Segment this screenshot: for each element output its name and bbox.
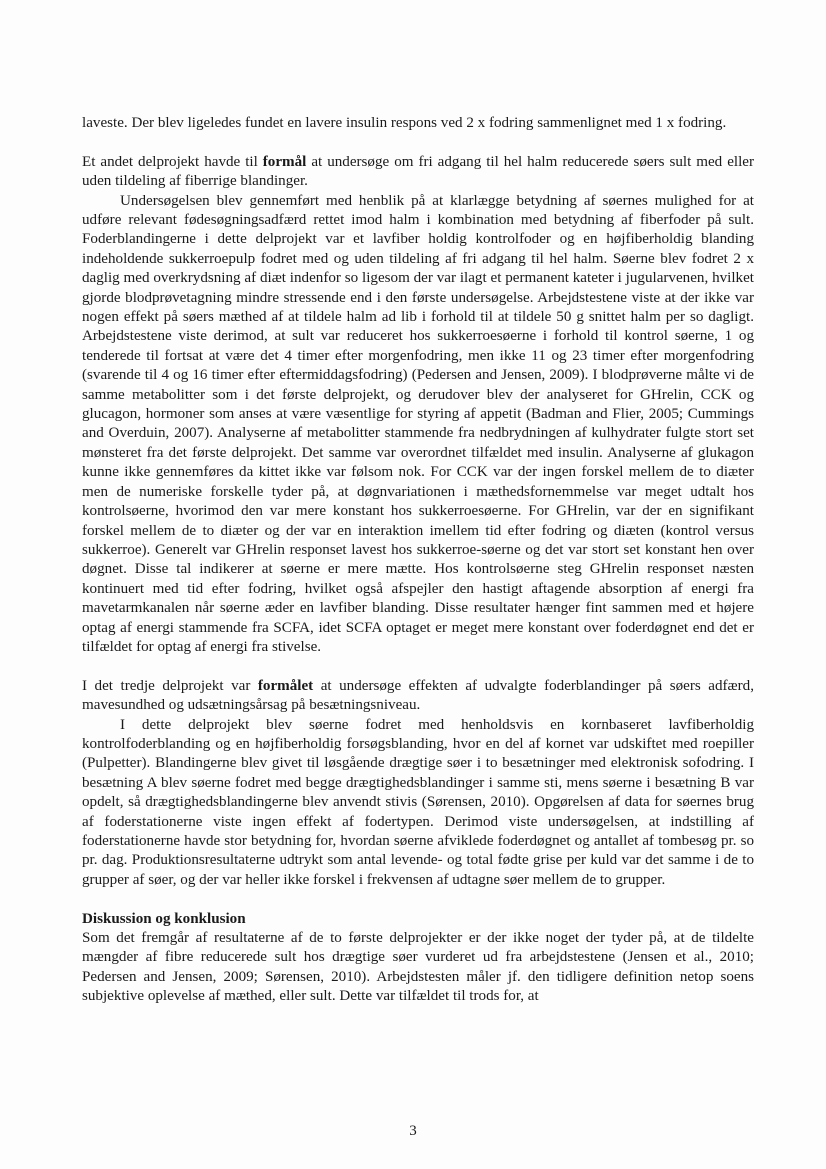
paragraph-second-subproject-aim xyxy=(82,153,754,192)
paragraph-gap xyxy=(82,890,754,909)
paragraph-second-subproject-results: Undersøgelsen blev gennemført med henblik på at klarlægge betydning af søernes mulighed for at udføre relevant fødesøgningsadfærd rettet imod halm i kombination med betydning af fiberfoder på sult. Foderblandingerne i dette delprojekt var et lavfiber holdig kontrolfoder og en højfiberholdig blanding indeholdende sukkerroepulp fodret med og uden tildeling af fri adgang til hel halm. Søerne blev fodret 2 x daglig med overkrydsning af diæt indenfor so ligesom der var ilagt et permanent kateter i jugularvenen, hvilket gjorde blodprøvetagning mindre stressende end i den første undersøgelse. Arbejdstestene viste at der ikke var nogen effekt på søers mæthed af at tildele halm ad lib i forhold til at tildele 50 g snittet halm per so dagligt. Arbejdstestene viste derimod, at sult var reduceret hos sukkerroesøerne i forhold til kontrol søerne, 1 og tenderede til fortsat at være det 4 timer efter morgenfodring, men ikke 11 og 23 timer efter morgenfodring (svarende til 4 og 16 timer efter eftermiddagsfodring) (Pedersen and Jensen, 2009). I blodprøverne målte vi de samme metabolitter som i det første delprojekt, og derudover blev der analyseret for GHrelin, CCK og glucagon, hormoner som anses at være væsentlige for styring af appetit (Badman and Flier, 2005; Cummings and Overduin, 2007). Analyserne af metabolitter stammende fra nedbrydningen af kulhydrater fulgte stort set mønsteret fra det første delprojekt. Det samme var overordnet tilfældet med insulin. Analyserne af glukagon kunne ikke gennemføres da kittet ikke var følsom nok. For CCK var der ingen forskel mellem de to diæter men de numeriske forskelle tyder på, at døgnvariationen i mæthedsfornemmelse var meget udtalt hos kontrolsøerne, hvorimod den var mere konstant hos sukkerroesøerne. For GHrelin, var der en signifikant forskel mellem de to diæter og der var en interaktion imellem tid efter fodring og diæten (kontrol versus sukkerroe). Generelt var GHrelin responset lavest hos sukkerroe-søerne og det var stort set konstant hen over døgnet. Disse tal indikerer at søerne er mere mætte. Hos kontrolsøerne steg GHrelin responset næsten kontinuert med tid efter fodring, hvilket også afspejler den hastigt aftagende absorption af energi fra mavetarmkanalen når søerne æder en lavfiber blanding. Disse resultater hænger fint sammen med et højere optag af energi stammende fra SCFA, idet SCFA optaget er meget mere konstant over foderdøgnet end det er tilfældet for optag af energi fra stivelse. xyxy=(82,192,754,655)
paragraph-third-subproject-results: I dette delprojekt blev søerne fodret med henholdsvis en kornbaseret lavfiberholdig kontrolfoderblanding og en højfiberholdig forsøgsblanding, hvor en del af kornet var udskiftet med roepiller (Pulpetter). Blandingerne blev givet til løsgående drægtige søer i to besætninger med elektronisk sofodring. I besætning A blev søerne fodret med begge drægtighedsblandinger i samme sti, mens søerne i besætning B var opdelt, så drægtighedsblandingerne blev anvendt stivis (Sørensen, 2010). Opgørelsen af data for søernes brug af foderstationerne viste ingen effekt af fodertypen. Derimod viste undersøgelsen, at indstilling af foderstationerne havde stor betydning for, hvordan søerne afviklede foderdøgnet og antallet af tombesøg pr. so pr. dag. Produktionsresultaterne udtrykt som antal levende- og total fødte grise per kuld var det samme i de to grupper af søer, og der var heller ikke forskel i frekvensen af udtagne søer mellem de to grupper. xyxy=(82,716,754,888)
section-heading: Diskussion og konklusion xyxy=(82,910,246,927)
text-run: at undersøge om fri adgang til hel halm reducerede søers sult med eller uden tildeling af fiberrige blandinger. xyxy=(82,153,755,190)
paragraph-gap xyxy=(82,133,754,152)
bold-term-formaal: formål xyxy=(262,153,307,170)
paragraph-insulin-result: laveste. Der blev ligeledes fundet en lavere insulin respons ved 2 x fodring sammenlignet med 1 x fodring. xyxy=(82,115,727,131)
bold-term-formaalet: formålet xyxy=(257,677,314,694)
page-number: 3 xyxy=(409,1123,417,1139)
paragraph-third-subproject-aim xyxy=(82,677,754,716)
text-run: Et andet delprojekt havde til xyxy=(82,153,263,170)
text-run: I det tredje delprojekt var xyxy=(82,677,258,694)
paragraph-discussion: Som det fremgår af resultaterne af de to første delprojekter er der ikke noget der tyder på, at de tildelte mængder af fibre reducerede sult hos drægtige søer vurderet ud fra arbejdstestene (Jensen et al., 2010; Pedersen and Jensen, 2009; Sørensen, 2010). Arbejdstesten måler jf. den tidligere definition netop soens subjektive oplevelse af mæthed, eller sult. Dette var tilfældet til trods for, at xyxy=(82,930,754,1005)
paragraph-gap xyxy=(82,657,754,676)
text-run: at undersøge effekten af udvalgte foderblandinger på søers adfærd, mavesundhed og udsætningsårsag på besætningsniveau. xyxy=(82,677,754,714)
body-text xyxy=(82,114,754,1007)
